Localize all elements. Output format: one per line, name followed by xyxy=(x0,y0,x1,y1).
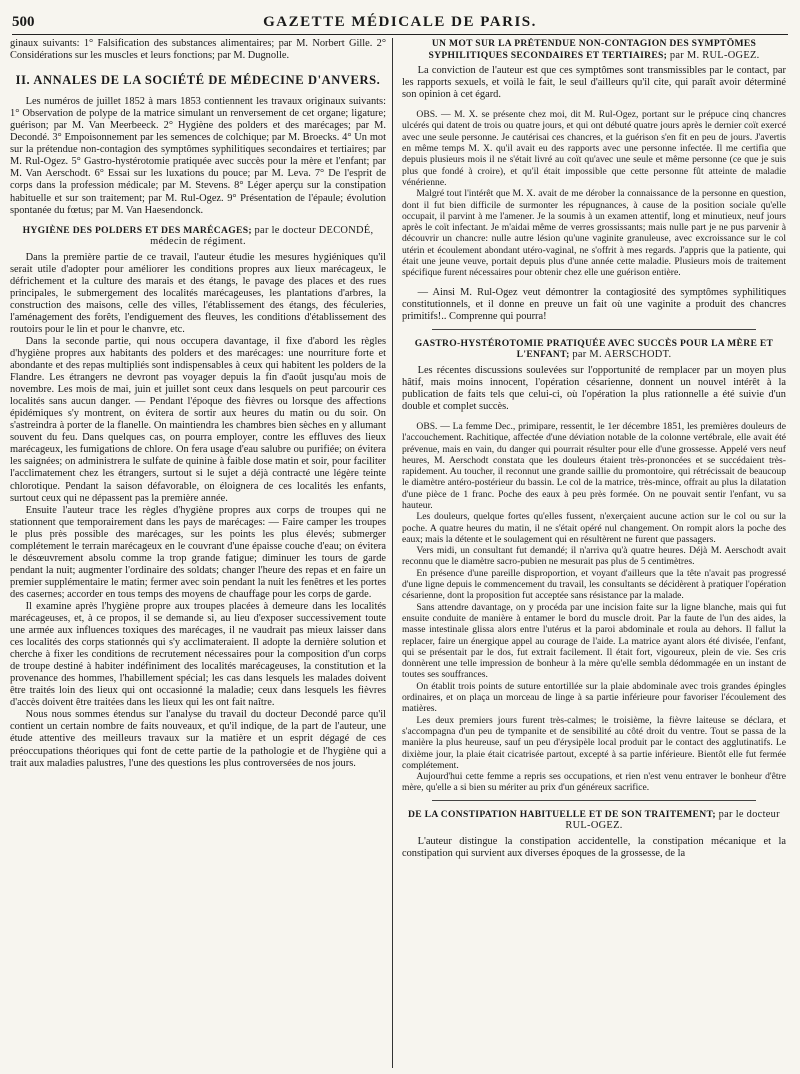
observation-paragraph: OBS. — M. X. se présente chez moi, dit M. Rul-Ogez, portant sur le prépuce cinq chancres ulcérés qui datent de trois ou quatre jours, et qui ont débuté quatre jours après le dernier coït exercé avec une seule personne. Je cautérisai ces chancres, et la guérison s'en fit en peu de jours. J'avertis en même temps M. X. qu'il avait eu des rapports avec une personne infectée. Il me certifia que depuis plusieurs mois il ne s'était livré au coït qu'avec une seule et même personne (ce que je suis plus que fondé à croire), et qu'il était impossible que cette personne fût atteinte de maladie vénérienne. xyxy=(402,109,786,188)
article-heading-title: DE LA CONSTIPATION HABITUELLE ET DE SON TRAITEMENT; xyxy=(408,808,716,820)
paragraph: Dans la seconde partie, qui nous occupera davantage, il fixe d'abord les règles d'hygiène propres aux habitants des polders et des marécages: une nourriture forte et abondante et des repas multipliés sont indispensables à ceux qui habitent les polders de la Flandre. Les étrangers ne devront pas voyager depuis la fin d'août jusqu'au mois de novembre. Les mois de mai, juin et juillet sont ceux dans lesquels on peut parcourir ces localités sans aucun danger. — Pendant l'époque des fièvres ou lorsque des affections épidémiques s'y montrent, on évitera de sortir aux heures du matin ou du soir. On s'astreindra à porter de la flanelle. On maintiendra les chambres bien sèches en y allumant souvent du feu. Dans quelques cas, on pourra employer, contre les effluves des lieux marécageux, les fumigations de chlore. On fera usage d'eau salubre ou purifiée; on évitera les saignées; on administrera le sulfate de quinine à faible dose matin et soir, pour faciliter l'acclimatement chez les étrangers, surtout si le sujet a déjà contracté une légère teinte chlorotique. Pendant la saison défavorable, on éloignera de ces localités les enfants, surtout ceux qui ne dépassent pas la première année. xyxy=(10,335,386,504)
observation-paragraph: Les douleurs, quelque fortes qu'elles fussent, n'exerçaient aucune action sur le col ou sur la poche. A quatre heures du matin, il ne s'était opéré nul changement. On rompit alors la poche des eaux; mais la détente et le soulagement qui en résultèrent ne furent que passagers. xyxy=(402,511,786,545)
observation-paragraph: Aujourd'hui cette femme a repris ses occupations, et rien n'est venu entraver le bonheur d'être mère, qu'elle a si bien su mériter au prix d'un généreux sacrifice. xyxy=(402,771,786,794)
article-heading-author: par le docteur DECONDÉ, médecin de régiment. xyxy=(150,224,374,248)
intro-paragraph: ginaux suivants: 1° Falsification des substances alimentaires; par M. Norbert Gille. 2° Considérations sur les muscles et leurs fonctions; par M. Dugnolle. xyxy=(10,38,386,62)
paragraph: L'auteur distingue la constipation accidentelle, la constipation mécanique et la constipation qui survient aux diverses époques de la grossesse, de la xyxy=(402,835,786,859)
paragraph: Ensuite l'auteur trace les règles d'hygiène propres aux corps de troupes qui ne stationnent que temporairement dans les pays de marécages: — Faire camper les troupes le plus près possible des marécages, sur les points les plus élevés; submerger complétement le terrain marécageux en le couvrant d'une épaisse couche d'eau; on évitera le désœuvrement absolu comme la trop grande fatigue; diminuer les tours de garde pendant la nuit; augmenter l'ordinaire des soldats; changer l'heure des repas et en faire un premier supplémentaire le matin; fermer avec soin pendant la nuit les fenêtres et les portes des casernes; accorder en tous temps des moyens de chauffage pour les corps de garde. xyxy=(10,504,386,600)
article-heading xyxy=(402,338,786,361)
observation-paragraph: Les deux premiers jours furent très-calmes; le troisième, la fièvre laiteuse se déclara, et s'accompagna d'un peu de tympanite et de sensibilité au côté droit du ventre. Tout se passa de la manière la plus heureuse, sauf un peu d'érysipèle local produit par le contact des agglutinatifs. Le dixième jour, la plaie était cicatrisée partout, excepté à sa partie inférieure. Bientôt elle fut fermée complétement. xyxy=(402,714,786,771)
paragraph: Les numéros de juillet 1852 à mars 1853 contiennent les travaux originaux suivants: 1° Observation de polype de la matrice simulant un renversement de cet organe; ligature; guérison; par M. Van Meerbeeck. 2° Hygiène des polders et des marécages; par M. Decondé. 3° Empoisonnement par les semences de colchique; par M. Broecks. 4° Un mot sur la prétendue non-contagion des symptômes syphilitiques secondaires et tertiaires; par M. Rul-Ogez. 5° Gastro-hystérotomie pratiquée avec succès pour la mère et l'enfant; par M. Van Aerschodt. 6° Essai sur les luxations du pouce; par M. Leva. 7° De l'esprit de corps dans la profession médicale; par M. Stevens. 8° Léger aperçu sur la constipation habituelle et sur son traitement; par M. Rul-Ogez. 9° Présentation de l'épaule; évolution spontanée du fœtus; par M. Van Haesendonck. xyxy=(10,96,386,216)
column-divider xyxy=(392,38,393,1068)
article-heading-title: HYGIÈNE DES POLDERS ET DES MARÉCAGES; xyxy=(22,224,252,236)
divider xyxy=(432,800,756,801)
observation-paragraph: OBS. — La femme Dec., primipare, ressentit, le 1er décembre 1851, les premières douleurs de l'accouchement. Rachitique, affectée d'une déviation notable de la colonne vertébrale, elle avait été prévenue, mais en vain, du danger qui pourrait résulter pour elle d'une grossesse. Appelé vers neuf heures, M. Aerschodt constata que les douleurs étaient très-prononcées et se succédaient très-rapidement. Au toucher, il reconnut une grande saillie du promontoire, qui rétrécissait de beaucoup le diamètre antéro-postérieur du bassin. Le col de la matrice, très-mince, offrait au plus la dilatation d'une pièce de 1 franc. Poche des eaux à peu près formée. On ne pouvait sentir l'enfant, vu sa hauteur. xyxy=(402,420,786,511)
article-heading xyxy=(10,225,386,248)
article-heading-author: par M. AERSCHODT. xyxy=(572,349,672,361)
observation-paragraph: On établit trois points de suture entortillée sur la plaie abdominale avec trois grandes épingles ordinaires, et on plaça un morceau de linge à sa partie inférieure pour favoriser l'écoulement des matières. xyxy=(402,680,786,715)
article-heading-title: GASTRO-HYSTÉROTOMIE PRATIQUÉE AVEC SUCCÈS POUR LA MÈRE ET L'ENFANT; xyxy=(414,337,774,361)
observation-paragraph: Vers midi, un consultant fut demandé; il n'arriva qu'à quatre heures. Déjà M. Aerschodt avait reconnu que le diamètre sacro-pubien ne mesurait pas plus de 5 centimètres. xyxy=(402,545,786,568)
paragraph: Les récentes discussions soulevées sur l'opportunité de remplacer par un moyen plus hâtif, mais moins innocent, l'opération césarienne, donnent un nouvel intérêt à la publication de faits tels que celui-ci, où l'opération la plus rationnelle a été suivie d'un double et complet succès. xyxy=(402,364,786,412)
page-header xyxy=(12,10,788,35)
left-column xyxy=(10,38,386,1068)
paragraph: — Ainsi M. Rul-Ogez veut démontrer la contagiosité des symptômes syphilitiques constitutionnels, et il donne en preuve un fait où une vaginite a produit des chancres primitifs!.. Comprenne qui pourra! xyxy=(402,286,786,322)
paragraph: Dans la première partie de ce travail, l'auteur étudie les mesures hygiéniques qu'il serait utile d'adopter pour améliorer les conditions propres aux lieux marécageux, le défrichement et la culture des marais et des étangs, le pavage des places et des rues principales, le submergement des localités marécageuses, les plantations d'arbres, la construction des maisons, celle des villes, l'établissement des étangs, des féculeries, l'aménagement des forêts, l'endiguement des fleuves, les conditions d'établissement des routoirs pour le lin et pour le chanvre, etc. xyxy=(10,251,386,335)
paragraph: La conviction de l'auteur est que ces symptômes sont transmissibles par le contact, par les rapports sexuels, et voilà le fait, le seul d'ailleurs qu'il cite, qui paraît avoir déterminé son opinion à cet égard. xyxy=(402,65,786,101)
paragraph: Nous nous sommes étendus sur l'analyse du travail du docteur Decondé parce qu'il contient un certain nombre de faits nouveaux, et qu'il indique, de la part de l'auteur, une étude attentive des meilleurs travaux sur la matière et un esprit dégagé de ces préoccupations théoriques qui font de cette partie de la pathologie et de l'hygiène qui a trait aux maladies palustres, l'une des questions les plus controversées de nos jours. xyxy=(10,709,386,769)
page-number: 500 xyxy=(12,14,35,30)
journal-title: GAZETTE MÉDICALE DE PARIS. xyxy=(263,14,537,30)
section-title: II. ANNALES DE LA SOCIÉTÉ DE MÉDECINE D'ANVERS. xyxy=(15,73,381,88)
article-heading-title: UN MOT SUR LA PRÉTENDUE NON-CONTAGION DES SYMPTÔMES SYPHILITIQUES SECONDAIRES ET TERTIAIRES; xyxy=(428,38,757,61)
right-column xyxy=(402,38,786,1068)
observation-paragraph: Sans attendre davantage, on y procéda par une incision faite sur la ligne blanche, mais qui fut ensuite conduite de manière à entamer le bord du muscle droit. Par la faute de l'un des aides, la masse intestinale glissa alors entre l'utérus et la paroi abdominale et roula au dehors. Il fallut la replacer, faire un énergique appel au courage de l'aide. La matrice ayant alors été divisée, l'enfant, qui se présentait par le dos, fut extrait facilement. Il était fort, vigoureux, plein de vie. Ses cris donnèrent une telle impression de bonheur à la mère qu'elle sembla dédommagée en un instant de toutes ses souffrances. xyxy=(402,601,786,681)
observation-paragraph: Malgré tout l'intérêt que M. X. avait de me dérober la connaissance de la personne en question, dont il fut bien difficile de surmonter les répugnances, à cause de la position sociale qu'elle occupait, il parvint à me l'amener. Je la soumis à un examen attentif, long et minutieux, neuf jours après le coït infectant. Je m'aidai même de verres grossissants; mais nulle part je ne pus parvenir à découvrir un chancre: nulle autre lésion qu'une vaginite granuleuse, avec excroissance sur le col utérin et écoulement abondant utéro-vaginal, ne s'offrit à mes regards. J'appris que la patiente, qui était une jeune veuve, portait depuis plus d'une année cette maladie. Plusieurs mois de traitement spécifique furent nécessaires pour obtenir chez elle une guérison entière. xyxy=(402,188,786,279)
paragraph: Il examine après l'hygiène propre aux troupes placées à demeure dans les localités marécageuses, et, à ce propos, il se demande si, au lieu d'exposer successivement toute une armée aux influences toxiques des marécages, il ne vaudrait pas mieux laisser dans ces localités des corps stationnés qui s'y acclimateraient. Il adopte la dernière solution et cherche à fixer les conditions de recrutement nécessaires pour la composition d'un corps de troupe destiné à habiter indéfiniment des localités marécageuses, la constitution et la provenance des hommes, l'habillement spécial; les cas dans lesquels les malades doivent être traités loin des lieux qui ont occasionné la maladie; ceux dans lesquels les fièvres d'accès doivent être traitées dans les lieux qui les ont fait naître. xyxy=(10,600,386,709)
article-heading-author: par le docteur RUL-OGEZ. xyxy=(565,808,780,832)
article-heading xyxy=(402,38,786,61)
divider xyxy=(432,329,756,330)
observation-paragraph: En présence d'une pareille disproportion, et voyant d'ailleurs que la tête n'avait pas progressé d'une ligne depuis le commencement du travail, les consultants se décidèrent à pratiquer l'opération césarienne, dont la proposition fut acceptée sans résistance par la malade. xyxy=(402,567,786,602)
article-heading xyxy=(402,809,786,832)
article-heading-author: par M. RUL-OGEZ. xyxy=(669,49,760,61)
